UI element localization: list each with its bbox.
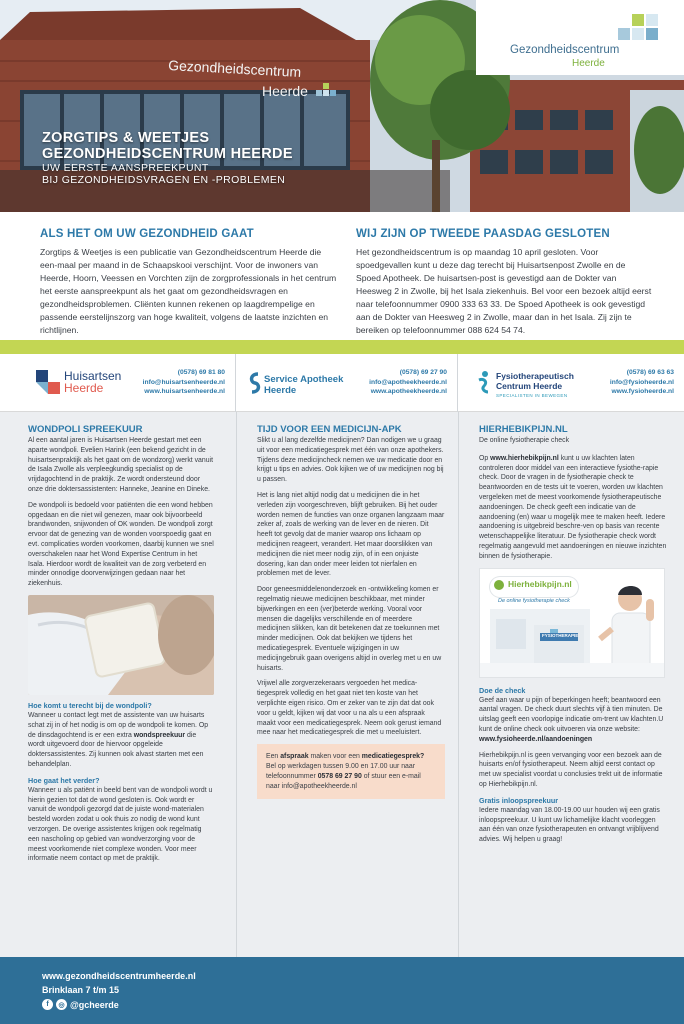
wondpoli-h1: Hoe komt u terecht bij de wondpoli? <box>28 700 152 710</box>
check-p2: Geef aan waar u pijn of beperkingen heeft; beantwoord een aantal vragen. De check duurt slechts vijf à tien minuten. De uitslag geeft een voorlopige indicatie om-trent uw klachten.U kunt de online check ook uitvoeren via onze website: www.fysioheerde.nl/aandoeningen <box>479 696 664 743</box>
apotheek-email[interactable]: info@apotheekheerde.nl <box>369 378 447 386</box>
apk-title: TIJD VOOR EEN MEDICIJN-APK <box>257 424 402 435</box>
footer-website[interactable]: www.gezondheidscentrumheerde.nl <box>42 971 196 981</box>
intro-left-text: Zorgtips & Weetjes is een publicatie van Gezondheidscentrum Heerde die een-maal per maand in de Schaapskooi verschijnt. Voor de inwoners van Heerde, Hoorn, Veessen en Vorchten zijn de zorgprofessionals in het centrum het eerste aanspreekpunt als het gaat om gezondheidsvragen en gezondheidsproblemen. Cliënten kunnen rekenen op laagdrempelige en passende eerstelijnszorg van hoge kwaliteit, volgens de laatste inzichten en richtlijnen. <box>40 247 337 335</box>
footer <box>0 957 684 1024</box>
logo-mark-icon <box>618 14 662 46</box>
instagram-icon[interactable]: ◎ <box>56 999 67 1010</box>
building-sign: Gezondheidscentrum <box>167 57 302 80</box>
appointment-callout <box>257 744 445 799</box>
hero-banner <box>0 0 684 212</box>
intro-left-title: ALS HET OM UW GEZONDHEID GAAT <box>40 228 254 240</box>
huisartsen-info <box>143 368 225 397</box>
huisartsen-phone[interactable]: (0578) 69 81 80 <box>177 369 225 376</box>
promo-badge: Hierhebikpijn.nl <box>490 577 578 597</box>
wondpoli-h2: Hoe gaat het verder? <box>28 775 100 785</box>
apotheek-web[interactable]: www.apotheekheerde.nl <box>370 388 447 395</box>
apotheek-brand: Service Apotheek Heerde <box>264 374 344 396</box>
leaf-icon <box>494 580 504 590</box>
hero-title-block <box>42 130 293 186</box>
hero-title-2: GEZONDHEIDSCENTRUM HEERDE <box>42 146 293 162</box>
fysio-brand: Fysiotherapeutisch Centrum Heerde SPECIALISTEN IN BEWEGEN <box>496 371 574 398</box>
inloop-h2: Gratis inloopspreekuur <box>479 795 559 805</box>
hierhebikpijn-title: HIERHEBIKPIJN.NL <box>479 424 568 435</box>
fysio-info <box>610 368 674 397</box>
hierhebikpijn-subtitle: De online fysiotherapie check <box>479 437 570 444</box>
check-h1: Doe de check <box>479 685 526 695</box>
facebook-icon[interactable]: f <box>42 999 53 1010</box>
logo-name: Gezondheidscentrum <box>510 44 620 56</box>
wondpoli-p1: Al een aantal jaren is Huisartsen Heerde gestart met een aparte wondpoli. Evelien Harink (een bekend gezicht in de huisartsenpraktijk als het gaat om de wondzorg) werkt vanuit de Isala Zwolle als verpleegkundig specialist op de vrijdagochtend in de praktijk. Ze wordt ondersteund door onze drie doktersassistenten: Hanneke, Jeanine en Dineke. <box>28 437 213 493</box>
wondpoli-p3: Wanneer u contact legt met de assistente van uw huisarts schat zij in of het nodig is om op de wondpoli te komen. Op de dinsdagochtend is er een extra wondspreekuur die wordt uitgevoerd door de hiervoor opgeleide doktersassistentes. Zij kunnen ook alvast starten met een behandelplan. <box>28 711 209 768</box>
apk-p3: Door geneesmiddelenonderzoek en -ontwikkeling komen er regelmatig nieuwe medicijnen beschikbaar, met minder bijwerkingen en een (ver)beterde werking. Vooral voor mensen die dagelijks verschillende en of meerdere medicijnen slikken, kan dit betekenen dat ze toekunnen met minder medicijnen. Ook dat bekijken we tijdens het medicatiegesprek. Eventuele wijzigingen in uw medicijngebruik gaan overigens altijd in overleg met u en uw huisarts. <box>257 586 442 672</box>
green-divider <box>0 340 684 354</box>
fysio-phone[interactable]: (0578) 69 63 63 <box>626 369 674 376</box>
logo-sub: Heerde <box>572 58 605 69</box>
wondpoli-p4: Wanneer u als patiënt in beeld bent van de wondpoli wordt u hierin gezien tot dat de wond gesloten is. Ook wordt er vanuit de wondpoli gezorgd dat de juiste wond-materialen besteld worden zodat u ook thuis zo nodig de wond kunt verzorgen. De overige assistentes krijgen ook regelmatig een nascholing op gebied van wondverzorging voor de meest voorkomende niet complexe wonden. Voor meer informatie neem contact op met de praktijk. <box>28 786 213 863</box>
column-hierhebikpijn <box>459 412 684 957</box>
huisartsen-email[interactable]: info@huisartsenheerde.nl <box>142 378 225 386</box>
apotheek-info <box>369 368 447 397</box>
apotheek-logo-icon <box>248 372 262 394</box>
logo <box>476 0 684 75</box>
apotheek-phone[interactable]: (0578) 69 27 90 <box>399 369 447 376</box>
intro-right-title: WIJ ZIJN OP TWEEDE PAASDAG GESLOTEN <box>356 228 610 240</box>
callout-text: Een afspraak maken voor een medicatiegesprek? Bel op werkdagen tussen 9.00 en 17.00 uur naar telefoonnummer 0578 69 27 90 of stuur een e-mail naar info@apotheekheerde.nl <box>266 753 425 790</box>
intro-right-text: Het gezondheidscentrum is op maandag 10 april gesloten. Voor spoedgevallen kunt u deze dag terecht bij Huisartsenpost Zwolle en de Spoed Apotheek. De huisartsen-post is gevestigd aan de Dokter van Heesweg 2 in Zwolle, bij het Isala ziekenhuis. Bel voor een bezoek altijd eerst naar telefoonnummer 0900 333 63 33. De Spoed Apotheek is ook gevestigd aan de Dokter van Heesweg 2 in Zwolle, maar dan in het Isala. Zij zijn te bereiken op telefoonnummer 088 624 54 74. <box>356 247 652 335</box>
contact-strip <box>0 354 684 412</box>
apk-p1: Slikt u al lang dezelfde medicijnen? Dan nodigen we u graag uit voor een medicatiegesprek met één van onze apothekers. Tijdens deze medicijncheck nemen we uw medicatie door en krijgt u tips en advies. Ook kijken we of uw medicijnen nog bij u passen. <box>257 437 444 484</box>
hero-subtitle-1: UW EERSTE AANSPREEKPUNT <box>42 162 209 174</box>
huisartsen-web[interactable]: www.huisartsenheerde.nl <box>144 388 225 395</box>
apk-p2: Het is lang niet altijd nodig dat u medicijnen die in het verleden zijn voorgeschreven, blijft gebruiken. Bij het ouder worden nemen de functies van onze organen langzaam maar zeker af, zoals de werking van de lever en de nieren. Dit heeft tot gevolg dat de manier waarop ons lichaam op medicijnen reageert, verandert. Het maar doorslikken van medicijnen die niet meer nodig zijn, of in een onjuiste dosering, kan dan onder meer leiden tot nierfalen en problemen met de lever. <box>257 491 445 578</box>
column-medicijn-apk <box>237 412 458 957</box>
hierhebikpijn-promo-image: Hierhebikpijn.nl De online fysiotherapie check FYSIOTHERAPIE <box>479 568 665 678</box>
column-wondpoli <box>0 412 236 957</box>
social-handle[interactable]: @gcheerde <box>70 999 119 1010</box>
wondpoli-title: WONDPOLI SPREEKUUR <box>28 424 143 435</box>
fysio-email[interactable]: info@fysioheerde.nl <box>609 378 674 386</box>
footer-social <box>42 999 119 1010</box>
wondpoli-p2: De wondpoli is bedoeld voor patiënten die een wond hebben opgedaan en die niet wil genezen, maar ook bijvoorbeeld brandwonden, snijwonden of OK wonden. De wondpoli zorgt ervoor dat de genezing van de wonden voorspoedig gaat en evt. complicaties worden voorkomen, daarbij kunnen we snel overschakelen naar het Wond Expertise Centrum in het Isala. Hierdoor wordt de kwaliteit van de zorg verbeterd en minder onnodige doorverwijzingen gedaan naar het ziekenhuis. <box>28 501 214 588</box>
huisartsen-logo-icon <box>36 370 60 394</box>
footer-address: Brinklaan 7 t/m 15 <box>42 985 120 995</box>
huisartsen-brand: Huisartsen Heerde <box>64 369 122 395</box>
contact-fysio <box>458 354 684 412</box>
contact-apotheek <box>236 354 458 412</box>
contact-huisartsen <box>0 354 236 412</box>
hierhebikpijn-p1: Op www.hierhebikpijn.nl kunt u uw klachten laten controleren door middel van een interactieve fysiothe-rapie check. Door de vragen in de fysiotherapie check te beantwoorden en de tests uit te voeren, worden uw klachten vergeleken met de meest voorkomende fysiotherapeutische aandoeningen. De check geeft een indicatie van de aandoening (en) waar u mogelijk mee te maken heeft. Iedere aandoening is uitgebreid beschre-ven op basis van recente wetenschappelijke literatuur. De fysiotherapie check wordt regelmatig aangevuld met aandoeningen en nieuwe inzichten binnen de fysiotherapie. <box>479 454 667 560</box>
intro-right <box>356 228 652 337</box>
intro-left <box>40 228 340 337</box>
fysio-web[interactable]: www.fysioheerde.nl <box>611 388 674 395</box>
inloop-p4: Iedere maandag van 18.00-19.00 uur houden wij een gratis inloopspreekuur. U kunt uw lichamelijke klacht voorleggen aan één van onze fysiotherapeuten en ontvangt vrijblijvend advies. Wij helpen u graag! <box>479 806 660 844</box>
hero-subtitle-2: BIJ GEZONDHEIDSVRAGEN EN -PROBLEMEN <box>42 174 286 186</box>
wound-dressing-photo <box>28 595 214 695</box>
check-p3: Hierhebikpijn.nl is geen vervanging voor een bezoek aan de huisarts en/of fysiotherapeut. Neem altijd eerst contact op met uw specialist voordat u conclusies trekt uit de informatie op Hierhebikpijn.nl. <box>479 751 663 788</box>
intro-section <box>0 212 684 340</box>
fysio-logo-icon <box>476 370 492 394</box>
apk-p4: Vrijwel alle zorgverzekeraars vergoeden het medica-tiegesprek volledig en het gaat niet ten koste van het verplichte eigen risico. Om er zeker van te zijn dat dat ook voor u geldt, kijken wij dat voor u na als u een afspraak maakt voor een medicatiegesprek. Neem ook gerust iemand mee naar het medicatiegesprek die met u meeluistert. <box>257 680 442 737</box>
hero-title-1: ZORGTIPS & WEETJES <box>42 130 210 146</box>
svg-text:Heerde: Heerde <box>262 83 308 99</box>
